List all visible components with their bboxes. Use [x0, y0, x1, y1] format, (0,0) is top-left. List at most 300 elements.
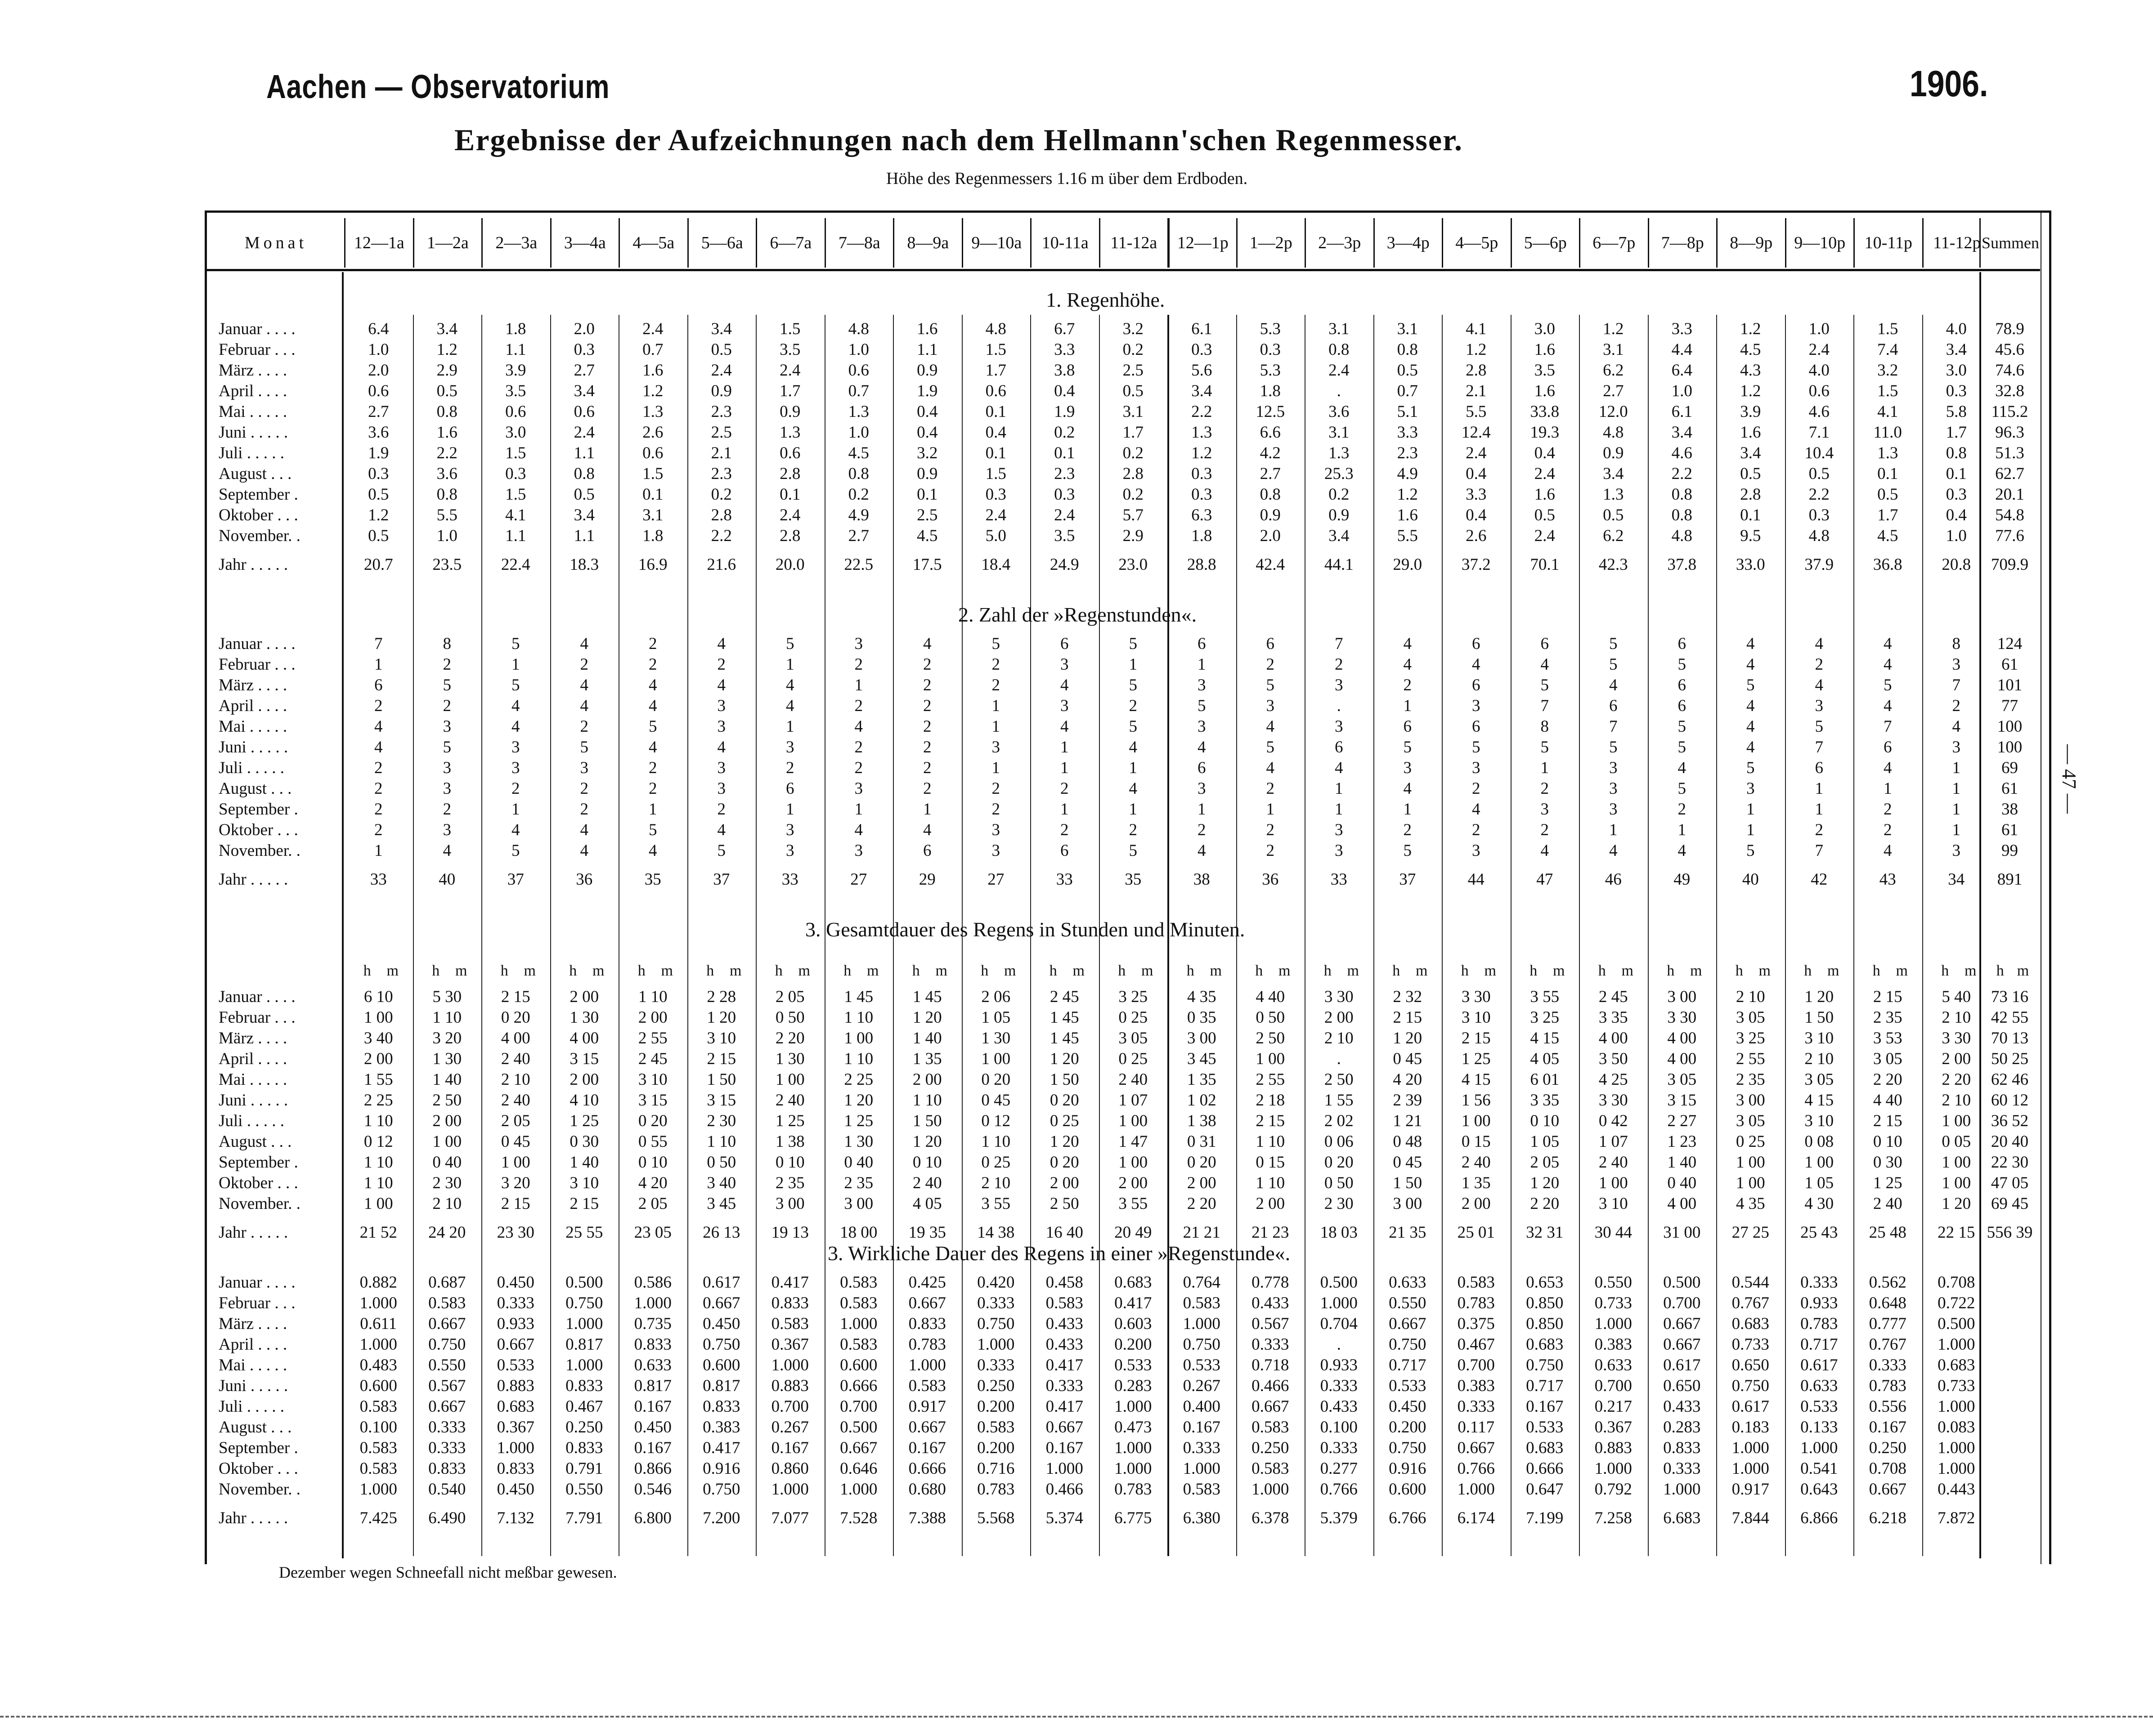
- table-cell: 0.683: [1731, 1315, 1769, 1333]
- table-cell: 1.1: [917, 340, 938, 359]
- table-cell: 4: [717, 821, 726, 839]
- month-column-header: Monat: [244, 233, 308, 252]
- table-cell: 0.833: [771, 1294, 809, 1312]
- table-cell: 3: [1815, 697, 1823, 715]
- table-cell: 4.6: [1808, 403, 1830, 421]
- table-cell: 2.8: [1740, 485, 1761, 504]
- year-total-cell: 33: [781, 870, 798, 889]
- unit-label-hours: h: [363, 962, 371, 979]
- table-cell: 1: [1884, 779, 1892, 798]
- unit-label-minutes: m: [1141, 962, 1153, 979]
- table-cell: 0.433: [1251, 1294, 1289, 1312]
- table-cell: 0.583: [1045, 1294, 1083, 1312]
- table-cell: 5: [649, 717, 657, 736]
- table-cell: 1 25: [1873, 1174, 1902, 1192]
- table-cell: 6.1: [1191, 320, 1212, 338]
- table-cell: 4: [649, 676, 657, 694]
- table-cell: 0.367: [1594, 1418, 1632, 1436]
- table-cell: 0.8: [1671, 485, 1692, 504]
- table-cell: .: [1337, 382, 1341, 400]
- table-cell: 2 00: [432, 1112, 462, 1130]
- table-cell: 2: [923, 655, 932, 674]
- table-cell: 2 18: [1256, 1091, 1285, 1110]
- table-cell: 1.0: [1671, 382, 1692, 400]
- table-cell: 2.9: [1122, 527, 1144, 545]
- table-cell: 4.8: [1671, 527, 1692, 545]
- table-cell: 2: [374, 697, 383, 715]
- table-cell: 0.7: [1397, 382, 1418, 400]
- table-cell: 12.5: [1256, 403, 1285, 421]
- table-cell: 22 30: [1991, 1153, 2029, 1172]
- table-cell: 0.3: [1191, 465, 1212, 483]
- month-label: April . . . .: [219, 1050, 287, 1068]
- table-cell: 3: [1952, 841, 1960, 860]
- year-total-cell: 33: [1056, 870, 1073, 889]
- table-cell: 2.4: [574, 423, 595, 442]
- table-cell: 1.9: [1054, 403, 1075, 421]
- table-cell: 2 10: [501, 1070, 530, 1089]
- hour-column-header: 10-11p: [1853, 218, 1922, 268]
- table-cell: 2 30: [432, 1174, 462, 1192]
- table-cell: 6: [923, 841, 932, 860]
- table-cell: 0.500: [565, 1273, 603, 1292]
- table-cell: 2.7: [1603, 382, 1624, 400]
- table-cell: 0.433: [1045, 1335, 1083, 1354]
- table-cell: 3 30: [1667, 1008, 1697, 1027]
- hour-column-header: 4—5p: [1442, 218, 1511, 268]
- table-cell: 1 10: [432, 1008, 462, 1027]
- table-cell: 0.333: [1251, 1335, 1289, 1354]
- table-cell: 0.1: [1946, 465, 1967, 483]
- table-cell: 3 10: [1804, 1112, 1834, 1130]
- table-cell: 0.5: [1740, 465, 1761, 483]
- table-cell: 25.3: [1324, 465, 1354, 483]
- table-cell: 3.1: [1122, 403, 1144, 421]
- table-cell: 1 40: [912, 1029, 942, 1047]
- table-cell: 2: [443, 697, 451, 715]
- page-number: — 47 —: [2058, 744, 2080, 814]
- year-total-cell: 35: [644, 870, 661, 889]
- table-cell: 3.0: [1534, 320, 1555, 338]
- table-cell: 0 45: [1393, 1153, 1422, 1172]
- unit-label-minutes: m: [1553, 962, 1565, 979]
- unit-label-minutes: m: [1827, 962, 1839, 979]
- table-cell: 0.700: [1457, 1356, 1495, 1374]
- table-cell: 1.000: [1251, 1480, 1289, 1499]
- table-cell: 1: [1952, 759, 1960, 777]
- month-label: Januar . . . .: [219, 1273, 296, 1292]
- month-label: August . . .: [219, 1418, 292, 1436]
- table-cell: 0 50: [1256, 1008, 1285, 1027]
- table-cell: 0.717: [1800, 1335, 1838, 1354]
- table-cell: 0.700: [771, 1397, 809, 1416]
- table-cell: 0.183: [1731, 1418, 1769, 1436]
- table-cell: 0.791: [565, 1459, 603, 1478]
- table-cell: 0.4: [1466, 465, 1487, 483]
- table-cell: 2: [923, 717, 932, 736]
- table-cell: 60 12: [1991, 1091, 2029, 1110]
- table-cell: 0.722: [1938, 1294, 1975, 1312]
- table-cell: 0.667: [1663, 1335, 1701, 1354]
- table-cell: 2 00: [1942, 1050, 1971, 1068]
- table-cell: 0.767: [1731, 1294, 1769, 1312]
- table-cell: 2 15: [501, 988, 530, 1006]
- table-cell: 6.7: [1054, 320, 1075, 338]
- table-cell: 0.383: [1594, 1335, 1632, 1354]
- hour-column-header: 1—2a: [413, 218, 482, 268]
- table-cell: 0.3: [985, 485, 1006, 504]
- table-cell: 2 35: [775, 1174, 805, 1192]
- table-cell: 1 21: [1393, 1112, 1422, 1130]
- table-cell: 0.586: [634, 1273, 672, 1292]
- table-cell: 0.550: [565, 1480, 603, 1499]
- table-cell: 1.3: [848, 403, 869, 421]
- table-cell: 0.333: [428, 1418, 466, 1436]
- table-cell: 0.550: [428, 1356, 466, 1374]
- table-cell: 12.0: [1598, 403, 1628, 421]
- hour-column-header: 3—4p: [1373, 218, 1442, 268]
- table-cell: 6: [1472, 717, 1480, 736]
- year-total-cell: 42.3: [1598, 555, 1628, 574]
- unit-label-hours: h: [912, 962, 920, 979]
- table-cell: 1 10: [981, 1132, 1011, 1151]
- month-label: November. .: [219, 527, 301, 545]
- table-cell: 1.7: [1946, 423, 1967, 442]
- table-cell: 0.666: [1526, 1459, 1564, 1478]
- table-cell: 1.7: [1122, 423, 1144, 442]
- table-cell: 1 38: [775, 1132, 805, 1151]
- table-cell: 0.648: [1869, 1294, 1906, 1312]
- table-cell: 3.4: [711, 320, 732, 338]
- table-cell: 0.383: [703, 1418, 740, 1436]
- year-total-cell: 31 00: [1663, 1223, 1701, 1242]
- table-cell: .: [1337, 1050, 1341, 1068]
- table-cell: 4: [1060, 717, 1069, 736]
- table-cell: 0.583: [977, 1418, 1015, 1436]
- table-cell: 2 05: [501, 1112, 530, 1130]
- table-cell: 4: [854, 821, 863, 839]
- table-cell: 1 05: [1804, 1174, 1834, 1192]
- table-cell: 8: [1540, 717, 1549, 736]
- unit-label-hours: h: [1735, 962, 1743, 979]
- table-cell: 1 55: [1324, 1091, 1354, 1110]
- table-cell: 2.8: [780, 465, 801, 483]
- table-cell: 77.6: [1995, 527, 2024, 545]
- header-rule: [207, 269, 2040, 271]
- table-cell: 3: [1335, 676, 1343, 694]
- month-label: April . . . .: [219, 382, 287, 400]
- table-cell: 1.5: [642, 465, 664, 483]
- table-cell: 4: [1403, 635, 1412, 653]
- table-cell: 6.3: [1191, 506, 1212, 524]
- table-cell: 0.8: [1671, 506, 1692, 524]
- table-cell: 2.3: [1054, 465, 1075, 483]
- table-cell: 101: [1997, 676, 2023, 694]
- table-cell: 1.000: [1731, 1439, 1769, 1457]
- table-cell: 3.4: [1740, 444, 1761, 462]
- table-cell: 61: [2001, 821, 2018, 839]
- table-cell: 3 00: [1187, 1029, 1216, 1047]
- table-cell: 2 10: [432, 1195, 462, 1213]
- table-cell: 0.200: [977, 1397, 1015, 1416]
- table-cell: 6: [1472, 676, 1480, 694]
- table-cell: 1.9: [368, 444, 389, 462]
- table-cell: 1 40: [432, 1070, 462, 1089]
- hour-column-header: 10-11a: [1030, 218, 1099, 268]
- table-cell: 1: [991, 697, 1000, 715]
- table-cell: 0.167: [1869, 1418, 1906, 1436]
- table-cell: 2.8: [1122, 465, 1144, 483]
- table-cell: 3 10: [1804, 1029, 1834, 1047]
- table-cell: 3 05: [1736, 1112, 1765, 1130]
- table-cell: 0 30: [1873, 1153, 1902, 1172]
- unit-label-minutes: m: [455, 962, 467, 979]
- table-cell: 0.766: [1320, 1480, 1358, 1499]
- table-cell: 2: [580, 717, 588, 736]
- table-cell: 1: [511, 800, 520, 819]
- table-cell: 1 00: [1804, 1153, 1834, 1172]
- table-cell: 1.6: [1534, 485, 1555, 504]
- table-cell: 4: [1198, 841, 1206, 860]
- table-cell: 4: [1540, 841, 1549, 860]
- table-cell: 1.3: [1191, 423, 1212, 442]
- table-cell: 1 10: [912, 1091, 942, 1110]
- table-cell: 2 40: [775, 1091, 805, 1110]
- table-cell: 0.666: [908, 1459, 946, 1478]
- table-cell: 1.000: [1320, 1294, 1358, 1312]
- table-cell: 1: [1815, 800, 1823, 819]
- year-total-cell: 18 03: [1320, 1223, 1358, 1242]
- year-total-cell: 47: [1536, 870, 1553, 889]
- table-cell: 2: [580, 779, 588, 798]
- table-cell: 3: [1198, 676, 1206, 694]
- table-cell: 4: [580, 697, 588, 715]
- table-cell: 0 10: [1530, 1112, 1560, 1130]
- table-cell: 5.3: [1260, 320, 1281, 338]
- table-cell: 4.8: [985, 320, 1006, 338]
- table-cell: 2: [1403, 676, 1412, 694]
- table-cell: 0 50: [707, 1153, 736, 1172]
- table-cell: 3: [580, 759, 588, 777]
- year-total-cell: 7.199: [1526, 1509, 1564, 1527]
- table-cell: 51.3: [1995, 444, 2024, 462]
- table-cell: 2: [1884, 800, 1892, 819]
- table-cell: 3: [991, 821, 1000, 839]
- table-cell: 3: [717, 759, 726, 777]
- table-cell: 0.667: [1457, 1439, 1495, 1457]
- table-cell: 0.667: [497, 1335, 534, 1354]
- table-cell: 19.3: [1530, 423, 1560, 442]
- year-total-cell: 37.2: [1461, 555, 1491, 574]
- table-cell: 0.643: [1800, 1480, 1838, 1499]
- table-cell: 1 10: [844, 1050, 874, 1068]
- month-label: Juni . . . . .: [219, 1377, 288, 1395]
- table-cell: 1: [374, 841, 383, 860]
- table-cell: 2: [1540, 821, 1549, 839]
- table-cell: 1 20: [707, 1008, 736, 1027]
- table-cell: 4: [580, 635, 588, 653]
- table-cell: 2 40: [1461, 1153, 1491, 1172]
- table-cell: 3: [717, 717, 726, 736]
- table-cell: 0.750: [703, 1335, 740, 1354]
- table-cell: 7: [1540, 697, 1549, 715]
- year-total-cell: 28.8: [1187, 555, 1216, 574]
- year-total-cell: 33: [1330, 870, 1347, 889]
- table-cell: 1 00: [1942, 1112, 1971, 1130]
- table-cell: 3.4: [1946, 340, 1967, 359]
- table-cell: 0.9: [1260, 506, 1281, 524]
- table-cell: 0.1: [1877, 465, 1898, 483]
- table-cell: 54.8: [1995, 506, 2024, 524]
- table-cell: 0.4: [1534, 444, 1555, 462]
- table-cell: 100: [1997, 738, 2023, 756]
- table-cell: 0.9: [1603, 444, 1624, 462]
- table-cell: 1.2: [642, 382, 664, 400]
- table-cell: 0 12: [363, 1132, 393, 1151]
- table-cell: 0.250: [977, 1377, 1015, 1395]
- year-total-cell: 7.132: [497, 1509, 534, 1527]
- table-cell: 0.883: [1594, 1439, 1632, 1457]
- table-cell: 0.750: [428, 1335, 466, 1354]
- table-cell: 4: [923, 635, 932, 653]
- table-cell: 1.8: [642, 527, 664, 545]
- table-cell: 0.500: [1663, 1273, 1701, 1292]
- unit-label-hours: h: [500, 962, 508, 979]
- table-cell: 2: [1403, 821, 1412, 839]
- table-cell: 2: [1884, 821, 1892, 839]
- table-cell: 2: [1266, 779, 1274, 798]
- table-cell: 0.541: [1800, 1459, 1838, 1478]
- table-cell: 0.817: [634, 1377, 672, 1395]
- table-cell: 1: [854, 676, 863, 694]
- table-cell: 0.617: [1663, 1356, 1701, 1374]
- table-cell: 3.5: [1054, 527, 1075, 545]
- table-cell: 1: [1129, 800, 1137, 819]
- table-cell: 4 05: [1530, 1050, 1560, 1068]
- table-cell: 0.3: [505, 465, 526, 483]
- table-cell: 2: [854, 759, 863, 777]
- table-cell: 0.716: [977, 1459, 1015, 1478]
- table-cell: 1 56: [1461, 1091, 1491, 1110]
- table-cell: 0.933: [1320, 1356, 1358, 1374]
- table-cell: 3.4: [1328, 527, 1350, 545]
- year-total-cell: 34: [1948, 870, 1965, 889]
- year-total-cell: 6.775: [1114, 1509, 1152, 1527]
- unit-label-hours: h: [1941, 962, 1949, 979]
- table-cell: 0.667: [428, 1397, 466, 1416]
- table-cell: 3 53: [1873, 1029, 1902, 1047]
- year-total-cell: 19 35: [908, 1223, 946, 1242]
- table-cell: 1: [991, 759, 1000, 777]
- year-total-cell: 7.388: [908, 1509, 946, 1527]
- table-cell: 4 10: [570, 1091, 599, 1110]
- table-cell: 4: [1540, 655, 1549, 674]
- month-label: März . . . .: [219, 361, 287, 380]
- table-cell: 0.4: [917, 423, 938, 442]
- year-total-cell: 46: [1605, 870, 1622, 889]
- table-cell: 4.9: [848, 506, 869, 524]
- table-cell: 2 39: [1393, 1091, 1422, 1110]
- table-cell: 0.683: [497, 1397, 534, 1416]
- table-cell: 0.603: [1114, 1315, 1152, 1333]
- table-cell: 5.3: [1260, 361, 1281, 380]
- table-cell: 96.3: [1995, 423, 2024, 442]
- table-cell: 4 40: [1256, 988, 1285, 1006]
- table-cell: 4: [854, 717, 863, 736]
- table-cell: 1 00: [1736, 1174, 1765, 1192]
- table-cell: 0.783: [1457, 1294, 1495, 1312]
- unit-label-minutes: m: [1278, 962, 1291, 979]
- month-label: März . . . .: [219, 1029, 287, 1047]
- table-cell: 1 20: [912, 1008, 942, 1027]
- table-cell: 2: [923, 676, 932, 694]
- station-title: Aachen — Observatorium: [266, 68, 610, 105]
- table-cell: 1 50: [1393, 1174, 1422, 1192]
- year-total-cell: 23.0: [1118, 555, 1148, 574]
- month-label: September .: [219, 1439, 298, 1457]
- table-cell: 4: [1884, 655, 1892, 674]
- table-cell: 0.667: [1869, 1480, 1906, 1499]
- table-cell: 4.8: [848, 320, 869, 338]
- table-cell: 0.882: [359, 1273, 397, 1292]
- table-cell: 0.4: [1466, 506, 1487, 524]
- table-cell: 6: [1609, 697, 1618, 715]
- table-cell: 2: [374, 800, 383, 819]
- table-cell: 1.3: [780, 423, 801, 442]
- hour-column-header: 12—1a: [344, 218, 413, 268]
- year-total-cell: 42: [1811, 870, 1828, 889]
- table-cell: 0.200: [977, 1439, 1015, 1457]
- year-total-cell: 40: [439, 870, 456, 889]
- table-cell: 4: [1884, 759, 1892, 777]
- table-cell: 0.283: [1114, 1377, 1152, 1395]
- table-cell: 2 45: [638, 1050, 668, 1068]
- table-cell: 2.4: [642, 320, 664, 338]
- table-cell: 3: [717, 697, 726, 715]
- table-cell: 4: [1266, 717, 1274, 736]
- table-cell: 3: [854, 635, 863, 653]
- table-cell: 0.783: [977, 1480, 1015, 1499]
- table-cell: 0.600: [1389, 1480, 1426, 1499]
- table-cell: 4: [1746, 655, 1755, 674]
- table-cell: 1 50: [912, 1112, 942, 1130]
- table-cell: 0.617: [703, 1273, 740, 1292]
- year-total-cell: 44: [1467, 870, 1485, 889]
- table-cell: 0.450: [1389, 1397, 1426, 1416]
- table-cell: 2 00: [1461, 1195, 1491, 1213]
- unit-label-minutes: m: [661, 962, 673, 979]
- table-cell: 5: [1815, 717, 1823, 736]
- table-cell: 0.1: [917, 485, 938, 504]
- table-cell: 0.2: [711, 485, 732, 504]
- table-cell: 0.466: [1251, 1377, 1289, 1395]
- table-cell: 0 31: [1187, 1132, 1216, 1151]
- table-cell: 5: [1129, 717, 1137, 736]
- table-cell: 0 25: [1050, 1112, 1079, 1130]
- table-cell: 3: [511, 759, 520, 777]
- table-cell: 4: [1952, 717, 1960, 736]
- table-cell: 4: [1678, 841, 1686, 860]
- table-cell: 1 20: [1804, 988, 1834, 1006]
- table-cell: 3.4: [1671, 423, 1692, 442]
- table-cell: 1 20: [1942, 1195, 1971, 1213]
- unit-label-hours: h: [1255, 962, 1263, 979]
- unit-label-hours: h: [981, 962, 989, 979]
- table-cell: 0.833: [1663, 1439, 1701, 1457]
- table-cell: 3 30: [1598, 1091, 1628, 1110]
- table-cell: 1 07: [1598, 1132, 1628, 1151]
- table-cell: 0.750: [977, 1315, 1015, 1333]
